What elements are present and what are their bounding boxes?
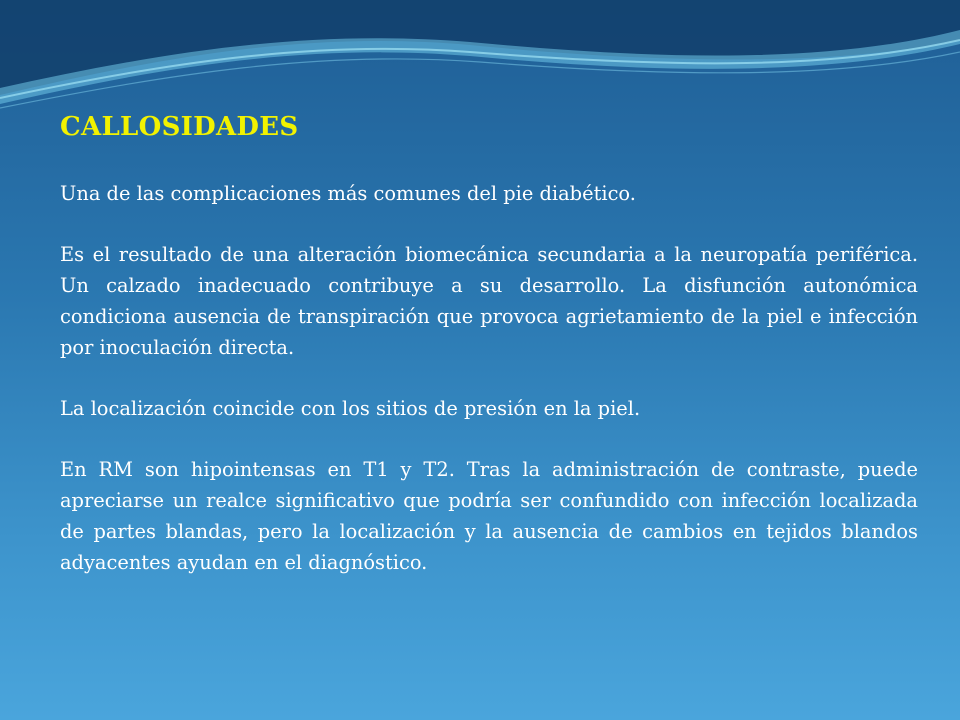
header-wave-decoration bbox=[0, 0, 960, 130]
paragraph-3: La localización coincide con los sitios de presión en la piel. bbox=[60, 397, 641, 420]
slide-content bbox=[60, 112, 918, 608]
slide-title: CALLOSIDADES bbox=[60, 112, 299, 142]
paragraph-4: En RM son hipointensas en T1 y T2. Tras la administración de contraste, puede apreciarse un realce significativo que podría ser confundido con infección localizada de partes blandas, pero la localización y la ausencia de cambios en tejidos blandos adyacentes ayudan en el diagnóstico. bbox=[60, 458, 918, 574]
paragraph-1: Una de las complicaciones más comunes del pie diabético. bbox=[60, 182, 636, 205]
paragraph-2: Es el resultado de una alteración biomecánica secundaria a la neuropatía periférica. Un calzado inadecuado contribuye a su desarrollo. La disfunción autonómica condiciona ausencia de transpiración que provoca agrietamiento de la piel e infección por inoculación directa. bbox=[60, 243, 918, 359]
